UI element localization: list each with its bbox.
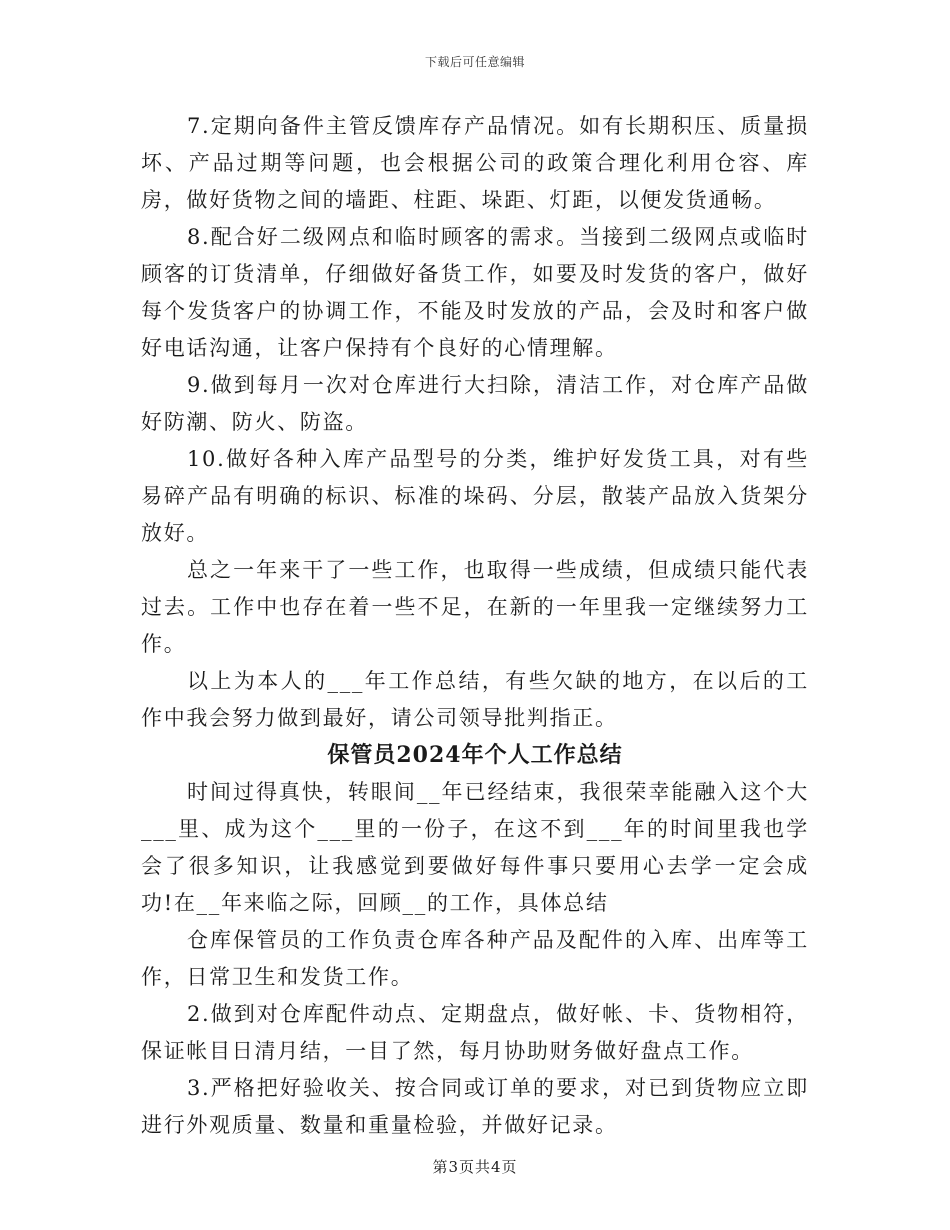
paragraph-item-9: 9.做到每月一次对仓库进行大扫除，清洁工作，对仓库产品做好防潮、防火、防盗。 — [141, 373, 809, 434]
page-number: 第3页共4页 — [432, 1158, 518, 1176]
document-body — [141, 108, 809, 1144]
paragraph-closing: 以上为本人的___年工作总结，有些欠缺的地方，在以后的工作中我会努力做到最好，请公司领导批判指正。 — [141, 669, 809, 730]
section-title: 保管员2024年个人工作总结 — [327, 742, 623, 768]
paragraph-item-10: 10.做好各种入库产品型号的分类，维护好发货工具，对有些易碎产品有明确的标识、标准的垛码、分层，散装产品放入货架分放好。 — [141, 447, 809, 545]
paragraph-intro: 时间过得真快，转眼间__年已经结束，我很荣幸能融入这个大___里、成为这个___里的一份子，在这不到___年的时间里我也学会了很多知识，让我感觉到要做好每件事只要用心去学一定会成功!在__年来临之际，回顾__的工作，具体总结 — [141, 780, 809, 915]
paragraph-item-2: 2.做到对仓库配件动点、定期盘点，做好帐、卡、货物相符，保证帐目日清月结，一目了然，每月协助财务做好盘点工作。 — [141, 1002, 809, 1063]
paragraph-item-8: 8.配合好二级网点和临时顾客的需求。当接到二级网点或临时顾客的订货清单，仔细做好备货工作，如要及时发货的客户，做好每个发货客户的协调工作，不能及时发放的产品，会及时和客户做好电话沟通，让客户保持有个良好的心情理解。 — [141, 225, 809, 360]
page-header: 下载后可任意编辑 — [424, 55, 525, 69]
paragraph-summary: 总之一年来干了一些工作，也取得一些成绩，但成绩只能代表过去。工作中也存在着一些不足，在新的一年里我一定继续努力工作。 — [141, 558, 809, 656]
paragraph-duties: 仓库保管员的工作负责仓库各种产品及配件的入库、出库等工作，日常卫生和发货工作。 — [141, 928, 809, 989]
paragraph-item-3: 3.严格把好验收关、按合同或订单的要求，对已到货物应立即进行外观质量、数量和重量检验，并做好记录。 — [141, 1076, 809, 1137]
paragraph-item-7: 7.定期向备件主管反馈库存产品情况。如有长期积压、质量损坏、产品过期等问题，也会根据公司的政策合理化利用仓容、库房，做好货物之间的墙距、柱距、垛距、灯距，以便发货通畅。 — [141, 114, 809, 212]
